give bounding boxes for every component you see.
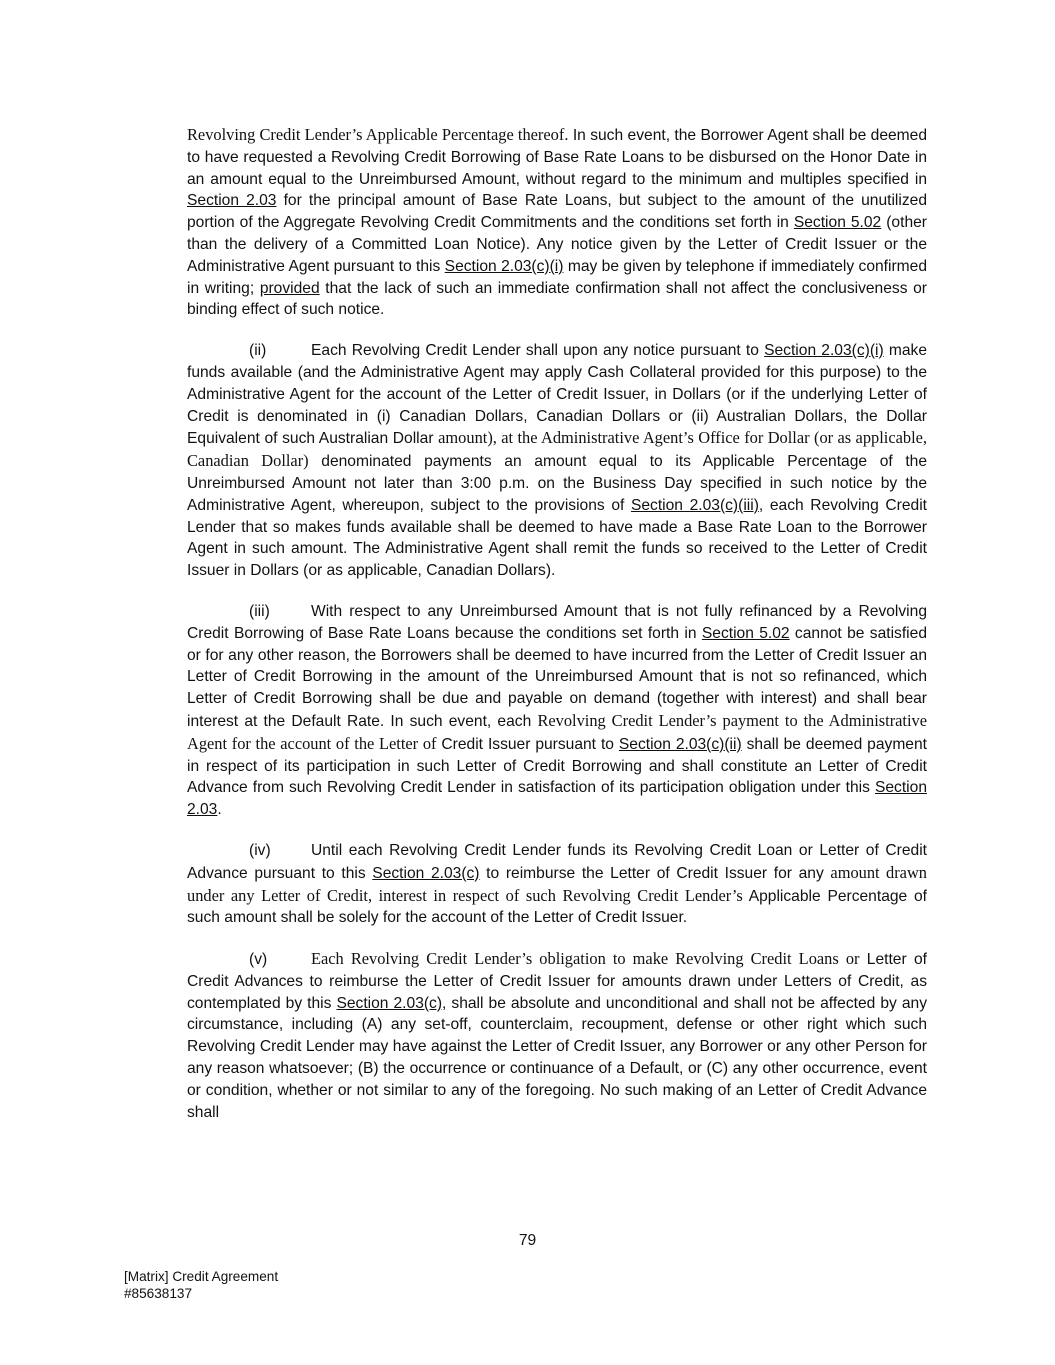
paragraph-ii: [187, 340, 927, 582]
text-run: amount drawn under any Letter of Credit, interest in respect of such Revolving Credit Lender’s: [187, 862, 927, 905]
section-reference: Section 2.03: [187, 779, 927, 819]
clause-number: (iii): [249, 602, 270, 620]
section-reference: Section 2.03(c): [372, 864, 480, 882]
footer-doc-id: #85638137: [124, 1286, 193, 1301]
text-run: Each Revolving Credit Lender shall upon any notice pursuant to: [311, 342, 765, 360]
section-reference: Section 2.03(c)(i): [444, 257, 564, 275]
text-run: Revolving Credit Lender’s payment to the Administrative Agent for the account of the Letter of: [187, 710, 928, 753]
clause-number: (ii): [249, 342, 267, 360]
paragraph-v: [187, 948, 927, 1123]
section-reference: Section 2.03(c)(i): [764, 342, 884, 360]
text-run: Applicable Percentage of such amount shall be solely for the account of the Letter of Credit Issuer.: [187, 887, 927, 927]
text-run: With respect to any Unreimbursed Amount that is not fully refinanced by a Revolving Credit Borrowing of Base Rate Loans because the conditions set forth in: [187, 602, 927, 642]
page-number: 79: [518, 1232, 537, 1249]
text-run: may be given by telephone if immediately confirmed in writing;: [187, 257, 927, 297]
text-run: .: [217, 801, 222, 819]
text-run: shall be deemed payment in respect of its participation in such Letter of Credit Borrowing and shall constitute an Letter of Credit Advance from such Revolving Credit Lender in satisfaction of its participation obligation under this: [187, 735, 927, 797]
text-run: Until each Revolving Credit Lender funds its Revolving Credit Loan or Letter of Credit Advance pursuant to this: [187, 841, 927, 882]
section-reference: Section 2.03(c)(iii): [630, 496, 759, 514]
text-run: make funds available (and the Administrative Agent may apply Cash Collateral provided for this purpose) to the Administrative Agent for the account of the Letter of Credit Issuer, in Dollars (or if the underlying Letter of Credit is denominated in (i) Canadian Dollars, Canadian Dollars or (ii) Australian Dollars, the Dollar Equivalent of such Australian Dollar: [187, 342, 927, 448]
text-run: that the lack of such an immediate confirmation shall not affect the conclusiveness or binding effect of such notice.: [187, 279, 927, 319]
text-run: , shall be absolute and unconditional and shall not be affected by any circumstance, including (A) any set-off, counterclaim, recoupment, defense or other right which such Revolving Credit Lender may have against the Letter of Credit Issuer, any Borrower or any other Person for any reason whatsoever; (B) the occurrence or continuance of a Default, or (C) any other occurrence, event or condition, whether or not similar to any of the foregoing. No such making of an Letter of Credit Advance shall: [187, 994, 927, 1121]
section-reference: Section 5.02: [701, 624, 790, 642]
clause-number: (iv): [249, 841, 271, 859]
text-run: (other than the delivery of a Committed Loan Notice). Any notice given by the Letter of Credit Issuer or the Administrative Agent pursuant to this: [187, 214, 927, 275]
text-run: cannot be satisfied or for any other reason, the Borrowers shall be deemed to have incurred from the Letter of Credit Issuer an Letter of Credit Borrowing in the amount of the Unreimbursed Amount that is not so refinanced, which Letter of Credit Borrowing shall be due and payable on demand (together with interest) and shall bear interest at the Default Rate. In such event, each: [187, 624, 927, 730]
text-run: Revolving Credit Lender’s Applicable Percentage thereof.: [187, 125, 569, 144]
paragraph-continuation: [187, 124, 927, 321]
section-reference: Section 2.03(c)(ii): [618, 735, 742, 753]
text-run: to reimburse the Letter of Credit Issuer for any: [479, 864, 831, 882]
text-run: Each Revolving Credit Lender’s obligation to make Revolving Credit Loans or: [311, 949, 860, 969]
text-run: , each Revolving Credit Lender that so makes funds available shall be deemed to have made a Base Rate Loan to the Borrower Agent in such amount. The Administrative Agent shall remit the funds so received to the Letter of Credit Issuer in Dollars (or as applicable, Canadian Dollars).: [187, 496, 927, 580]
text-run: In such event, the Borrower Agent shall be deemed to have requested a Revolving Credit Borrowing of Base Rate Loans to be disbursed on the Honor Date in an amount equal to the Unreimbursed Amount, without regard to the minimum and multiples specified in: [187, 127, 927, 188]
text-run: Credit Issuer pursuant to: [436, 735, 619, 753]
section-reference: Section 2.03(c): [336, 994, 443, 1012]
text-run: for the principal amount of Base Rate Loans, but subject to the amount of the unutilized portion of the Aggregate Revolving Credit Commitments and the conditions set forth in: [187, 192, 927, 232]
text-run: amount), at the Administrative Agent’s Office for Dollar (or as applicable, Canadian Dollar): [187, 428, 927, 471]
defined-term: provided: [259, 279, 320, 297]
text-run: denominated payments an amount equal to its Applicable Percentage of the Unreimbursed Amount not later than 3:00 p.m. on the Business Day specified in such notice by the Administrative Agent, whereupon, subject to the provisions of: [187, 453, 928, 514]
document-footer: [124, 1268, 278, 1302]
paragraph-iii: [187, 601, 927, 821]
paragraph-iv: [187, 840, 927, 929]
footer-title: [Matrix] Credit Agreement: [124, 1269, 279, 1284]
document-body: [187, 124, 927, 1142]
section-reference: Section 2.03: [187, 192, 277, 210]
section-reference: Section 5.02: [793, 214, 882, 232]
text-run: Letter of Credit Advances to reimburse the Letter of Credit Issuer for amounts drawn under Letters of Credit, as contemplated by this: [187, 951, 927, 1012]
clause-number: (v): [249, 951, 268, 969]
